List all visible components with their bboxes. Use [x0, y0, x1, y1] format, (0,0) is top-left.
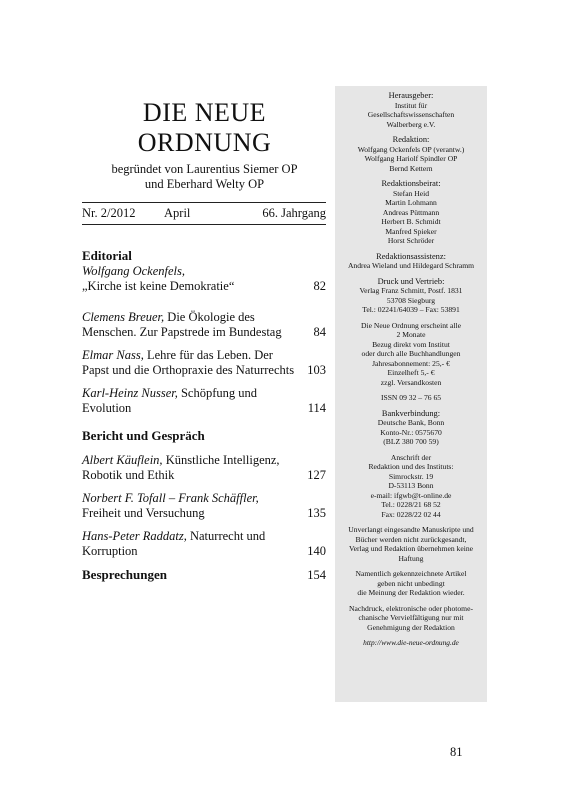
table-of-contents	[82, 248, 326, 591]
page-number: 81	[450, 745, 463, 759]
address-block: Anschrift der Redaktion und des Instituts: Simrockstr. 19 D-53113 Bonn e-mail: ifgwb@t-online.de Tel.: 0228/21 68 52 Fax: 0228/22 02 44	[368, 452, 454, 519]
entry-title: Naturrecht und Korruption	[82, 529, 266, 558]
entry-author: Karl-Heinz Nusser,	[82, 386, 178, 400]
issue-volume: 66. Jahrgang	[262, 206, 326, 220]
entry-title: „Kirche ist keine Demokratie“	[82, 279, 235, 293]
disclaimer-manuscripts: Unverlangt eingesandte Manuskripte und Bücher werden nicht zurückgesandt, Verlag und Redaktion übernehmen keine Haftung	[348, 525, 474, 563]
entry-page: 135	[307, 506, 326, 520]
issue-line	[82, 206, 326, 222]
toc-entry	[82, 264, 326, 294]
assistance-block: Redaktionsassistenz: Andrea Wieland und Hildegard Schramm	[347, 251, 475, 270]
entry-page: 103	[307, 363, 326, 377]
section-heading-reviews: Besprechungen	[82, 567, 167, 582]
disclaimer-reprint: Nachdruck, elektronische oder photome- chanische Vervielfältigung nur mit Genehmigung der Redaktion	[349, 603, 473, 632]
disclaimer-opinion: Namentlich gekennzeichnete Artikel geben nicht unbedingt die Meinung der Redaktion wieder.	[355, 569, 467, 597]
entry-title: Die Ökologie des Menschen. Zur Papstrede im Bundestag	[82, 310, 282, 339]
entry-title: Lehre für das Leben. Der Papst und die Orthopraxie des Naturrechts	[82, 348, 295, 377]
rule-top	[82, 202, 326, 203]
entry-page: 114	[307, 401, 326, 415]
toc-entry	[82, 453, 326, 483]
publisher-block: Herausgeber: Institut für Gesellschaftswissenschaften Walberberg e.V.	[367, 91, 455, 129]
entry-title: Freiheit und Versuchung	[82, 506, 205, 520]
toc-entry-reviews	[82, 567, 326, 583]
toc-entry	[82, 310, 326, 340]
editors-block: Redaktion: Wolfgang Ockenfels OP (verantw.) Wolfgang Hariolf Spindler OP Bernd Kettern	[357, 135, 465, 173]
entry-page: 140	[307, 544, 326, 558]
entry-title: Künstliche Intelligenz, Robotik und Ethik	[82, 453, 280, 482]
entry-page: 82	[313, 279, 326, 293]
entry-author: Clemens Breuer,	[82, 310, 165, 324]
toc-entry	[82, 491, 326, 521]
masthead	[82, 98, 327, 192]
rule-bottom	[82, 224, 326, 225]
issn: ISSN 09 32 – 76 65	[380, 393, 442, 402]
entry-author: Albert Käuflein,	[82, 453, 163, 467]
print-block: Druck und Vertrieb: Verlag Franz Schmitt, Postf. 1831 53708 Siegburg Tel.: 02241/64039 – Fax: 53891	[359, 276, 463, 314]
section-heading-report: Bericht und Gespräch	[82, 428, 205, 443]
imprint-sidebar	[335, 86, 487, 702]
bank-block: Bankverbindung: Deutsche Bank, Bonn Konto-Nr.: 0575670 (BLZ 380 700 59)	[377, 408, 445, 446]
entry-page: 154	[307, 568, 326, 582]
founders: begründet von Laurentius Siemer OP und Eberhard Welty OP	[111, 162, 298, 191]
website-link[interactable]: http://www.die-neue-ordnung.de	[363, 638, 459, 647]
toc-entry	[82, 529, 326, 559]
entry-title: Schöpfung und Evolution	[82, 386, 258, 415]
entry-author: Norbert F. Tofall – Frank Schäffler,	[82, 491, 259, 505]
journal-title: DIE NEUE ORDNUNG	[137, 98, 272, 157]
toc-entry	[82, 386, 326, 416]
entry-author: Wolfgang Ockenfels,	[82, 264, 185, 278]
section-heading-editorial: Editorial	[82, 248, 132, 263]
entry-page: 84	[313, 325, 326, 339]
entry-author: Elmar Nass,	[82, 348, 144, 362]
board-block: Redaktionsbeirat: Stefan Heid Martin Lohmann Andreas Püttmann Herbert B. Schmidt Manfred Spieker Horst Schröder	[381, 179, 441, 245]
entry-page: 127	[307, 468, 326, 482]
issue-number: Nr. 2/2012	[82, 206, 136, 220]
toc-entry	[82, 348, 326, 378]
issue-month: April	[164, 206, 191, 220]
schedule-block: Die Neue Ordnung erscheint alle 2 Monate Bezug direkt vom Institut oder durch alle Buchhandlungen Jahresabonnement: 25,- € Einzelheft 5,- € zzgl. Versandkosten	[361, 320, 461, 387]
entry-author: Hans-Peter Raddatz,	[82, 529, 187, 543]
